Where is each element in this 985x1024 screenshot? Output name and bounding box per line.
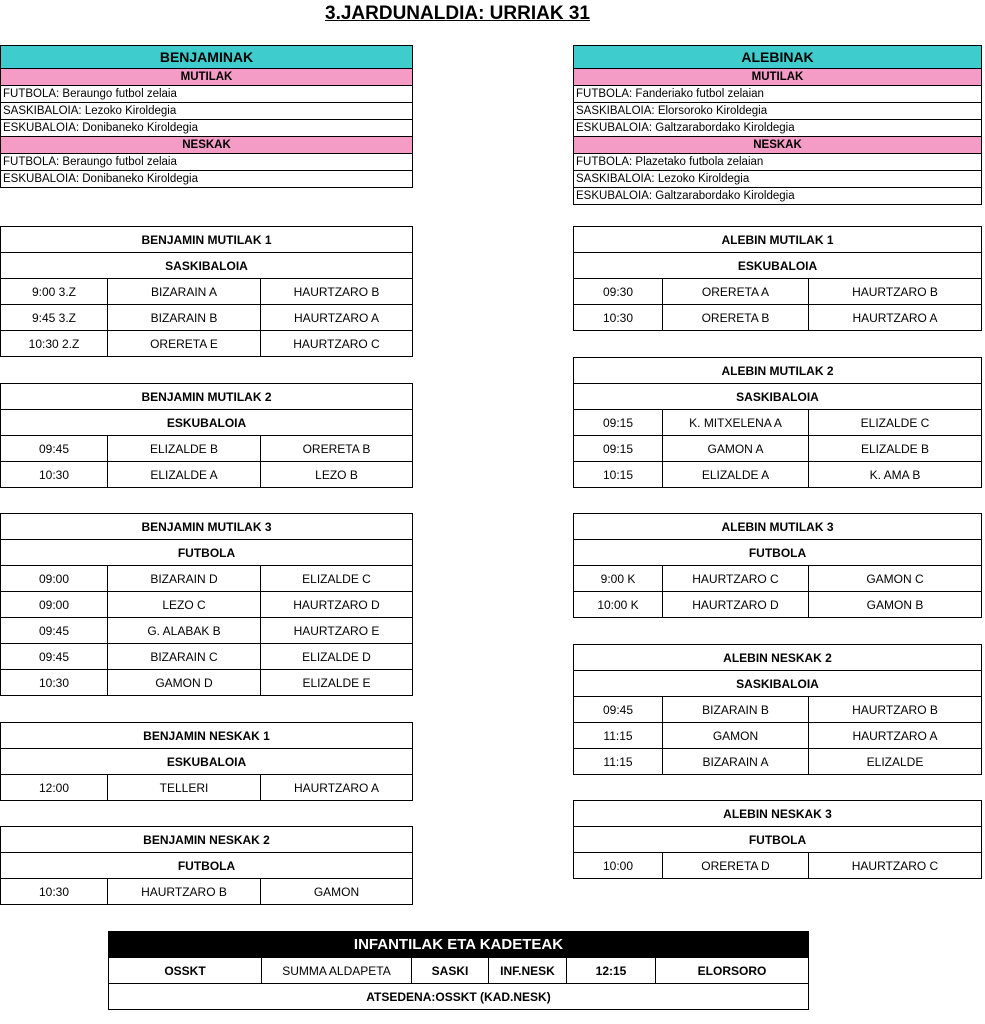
venue-line: SASKIBALOIA: Elorsoroko Kiroldegia (574, 103, 981, 120)
match-time: 09:30 (574, 279, 663, 305)
match-team-away: HAURTZARO B (261, 279, 413, 305)
group-title-row (574, 514, 982, 540)
match-team-away: SUMMA ALDAPETA (262, 958, 412, 984)
match-team-home: LEZO C (108, 592, 261, 618)
group-title: BENJAMIN NESKAK 1 (1, 723, 413, 749)
match-team-home: ELIZALDE A (108, 462, 261, 488)
match-team-home: K. MITXELENA A (663, 410, 809, 436)
group-sport-row (574, 540, 982, 566)
venue-subheader-neskak: NESKAK (574, 137, 981, 154)
venue-line: SASKIBALOIA: Lezoko Kiroldegia (1, 103, 412, 120)
group-table-benjamin-mutilak-1 (0, 226, 413, 357)
match-row (1, 331, 413, 357)
group-sport: SASKIBALOIA (574, 384, 982, 410)
group-sport: ESKUBALOIA (1, 410, 413, 436)
match-team-away: ELIZALDE (809, 749, 982, 775)
match-row (574, 697, 982, 723)
match-row (574, 305, 982, 331)
match-team-home: GAMON A (663, 436, 809, 462)
match-row (1, 592, 413, 618)
match-team-home: HAURTZARO B (108, 879, 261, 905)
match-row (1, 305, 413, 331)
match-team-away: ELIZALDE C (261, 566, 413, 592)
match-time: 9:45 3.Z (1, 305, 108, 331)
group-table-alebin-mutilak-3 (573, 513, 982, 618)
match-team-home: BIZARAIN C (108, 644, 261, 670)
match-team-away: HAURTZARO B (809, 279, 982, 305)
match-time: 10:30 2.Z (1, 331, 108, 357)
group-title: ALEBIN MUTILAK 3 (574, 514, 982, 540)
group-sport-row (1, 253, 413, 279)
group-title-row (574, 358, 982, 384)
match-team-home: HAURTZARO D (663, 592, 809, 618)
match-team-home: BIZARAIN B (108, 305, 261, 331)
match-team-away: HAURTZARO A (261, 775, 413, 801)
match-row (574, 592, 982, 618)
match-time: 12:15 (567, 958, 656, 984)
match-team-home: GAMON D (108, 670, 261, 696)
match-team-home: HAURTZARO C (663, 566, 809, 592)
venue-subheader-neskak: NESKAK (1, 137, 412, 154)
match-team-home: ELIZALDE B (108, 436, 261, 462)
venue-line: ESKUBALOIA: Galtzarabordako Kiroldegia (576, 190, 795, 202)
match-time: 10:30 (1, 462, 108, 488)
venue-line: FUTBOLA: Plazetako futbola zelaian (574, 154, 981, 171)
match-row (574, 853, 982, 879)
rest-note: ATSEDENA:OSSKT (KAD.NESK) (109, 984, 809, 1010)
group-table-benjamin-mutilak-2 (0, 383, 413, 488)
venue-line: ESKUBALOIA: Donibaneko Kiroldegia (3, 173, 198, 185)
group-table-alebin-mutilak-2 (573, 357, 982, 488)
group-title: BENJAMIN NESKAK 2 (1, 827, 413, 853)
match-team-away: GAMON C (809, 566, 982, 592)
group-title-row (574, 227, 982, 253)
match-row (1, 618, 413, 644)
match-team-away: HAURTZARO C (261, 331, 413, 357)
group-title-row (574, 645, 982, 671)
group-sport-row (574, 253, 982, 279)
match-team-home: ORERETA E (108, 331, 261, 357)
group-title-row (574, 801, 982, 827)
venue-header: BENJAMINAK (1, 46, 412, 69)
match-row (1, 879, 413, 905)
match-sport: SASKI (412, 958, 489, 984)
infantilak-title: INFANTILAK ETA KADETEAK (109, 932, 809, 958)
match-team-away: HAURTZARO A (261, 305, 413, 331)
match-time: 10:00 (574, 853, 663, 879)
match-row (574, 279, 982, 305)
group-sport: ESKUBALOIA (574, 253, 982, 279)
group-table-alebin-neskak-3 (573, 800, 982, 879)
match-row (574, 723, 982, 749)
match-time: 10:30 (1, 670, 108, 696)
match-row (574, 410, 982, 436)
group-title-row (1, 514, 413, 540)
match-row (574, 436, 982, 462)
match-row (1, 436, 413, 462)
group-sport-row (574, 384, 982, 410)
match-team-away: GAMON (261, 879, 413, 905)
match-time: 09:00 (1, 592, 108, 618)
match-team-home: ELIZALDE A (663, 462, 809, 488)
match-time: 09:45 (1, 644, 108, 670)
group-table-benjamin-neskak-2 (0, 826, 413, 905)
infantilak-table (108, 931, 809, 1010)
match-row (1, 462, 413, 488)
group-sport: FUTBOLA (1, 853, 413, 879)
venue-box-benjaminak (0, 45, 413, 188)
match-team-home: G. ALABAK B (108, 618, 261, 644)
match-team-away: HAURTZARO A (809, 305, 982, 331)
group-sport-row (1, 749, 413, 775)
group-title-row (1, 384, 413, 410)
page-title: 3.JARDUNALDIA: URRIAK 31 (325, 3, 590, 24)
group-title: ALEBIN MUTILAK 1 (574, 227, 982, 253)
group-sport: FUTBOLA (1, 540, 413, 566)
group-title-row (1, 723, 413, 749)
match-team-away: K. AMA B (809, 462, 982, 488)
match-team-away: ELIZALDE C (809, 410, 982, 436)
match-team-away: ELIZALDE E (261, 670, 413, 696)
match-team-away: HAURTZARO A (809, 723, 982, 749)
group-sport-row (1, 540, 413, 566)
match-team-away: GAMON B (809, 592, 982, 618)
venue-line: SASKIBALOIA: Lezoko Kiroldegia (574, 171, 981, 188)
match-team-home: GAMON (663, 723, 809, 749)
match-team-away: ELIZALDE D (261, 644, 413, 670)
match-row (574, 749, 982, 775)
match-row (1, 670, 413, 696)
match-time: 11:15 (574, 749, 663, 775)
match-time: 10:00 K (574, 592, 663, 618)
venue-subheader-mutilak: MUTILAK (1, 69, 412, 86)
match-time: 09:45 (574, 697, 663, 723)
group-sport-row (1, 853, 413, 879)
match-time: 09:45 (1, 618, 108, 644)
match-venue: ELORSORO (656, 958, 809, 984)
group-sport-row (574, 827, 982, 853)
match-row (1, 775, 413, 801)
group-table-alebin-neskak-2 (573, 644, 982, 775)
venue-line: FUTBOLA: Fanderiako futbol zelaian (574, 86, 981, 103)
match-row (1, 566, 413, 592)
group-sport-row (1, 410, 413, 436)
match-time: 10:15 (574, 462, 663, 488)
group-title: BENJAMIN MUTILAK 1 (1, 227, 413, 253)
group-title-row (1, 227, 413, 253)
group-title: ALEBIN MUTILAK 2 (574, 358, 982, 384)
match-team-away: HAURTZARO E (261, 618, 413, 644)
match-team-home: BIZARAIN B (663, 697, 809, 723)
group-sport-row (574, 671, 982, 697)
group-table-benjamin-mutilak-3 (0, 513, 413, 696)
match-category: INF.NESK (489, 958, 567, 984)
match-time: 9:00 K (574, 566, 663, 592)
match-time: 09:45 (1, 436, 108, 462)
match-team-home: BIZARAIN D (108, 566, 261, 592)
match-row (1, 279, 413, 305)
group-title: BENJAMIN MUTILAK 3 (1, 514, 413, 540)
match-time: 09:15 (574, 436, 663, 462)
match-team-home: ORERETA A (663, 279, 809, 305)
match-team-home: ORERETA B (663, 305, 809, 331)
match-team-home: BIZARAIN A (108, 279, 261, 305)
match-team-home: ORERETA D (663, 853, 809, 879)
match-team-away: HAURTZARO C (809, 853, 982, 879)
match-time: 10:30 (574, 305, 663, 331)
group-sport: FUTBOLA (574, 827, 982, 853)
group-title: BENJAMIN MUTILAK 2 (1, 384, 413, 410)
match-team-away: HAURTZARO B (809, 697, 982, 723)
match-time: 09:00 (1, 566, 108, 592)
match-team-home: OSSKT (109, 958, 262, 984)
match-team-away: HAURTZARO D (261, 592, 413, 618)
match-team-away: LEZO B (261, 462, 413, 488)
match-team-away: ELIZALDE B (809, 436, 982, 462)
venue-box-alebinak (573, 45, 982, 205)
match-time: 11:15 (574, 723, 663, 749)
group-sport: ESKUBALOIA (1, 749, 413, 775)
group-sport: SASKIBALOIA (574, 671, 982, 697)
match-time: 9:00 3.Z (1, 279, 108, 305)
match-team-away: ORERETA B (261, 436, 413, 462)
match-time: 09:15 (574, 410, 663, 436)
match-row (1, 644, 413, 670)
venue-line: FUTBOLA: Beraungo futbol zelaia (1, 86, 412, 103)
match-row (574, 462, 982, 488)
match-team-home: TELLERI (108, 775, 261, 801)
venue-line: ESKUBALOIA: Galtzarabordako Kiroldegia (574, 120, 981, 137)
venue-header: ALEBINAK (574, 46, 981, 69)
match-time: 12:00 (1, 775, 108, 801)
venue-subheader-mutilak: MUTILAK (574, 69, 981, 86)
group-table-alebin-mutilak-1 (573, 226, 982, 331)
venue-line: FUTBOLA: Beraungo futbol zelaia (1, 154, 412, 171)
match-team-home: BIZARAIN A (663, 749, 809, 775)
group-title-row (1, 827, 413, 853)
group-sport: FUTBOLA (574, 540, 982, 566)
group-table-benjamin-neskak-1 (0, 722, 413, 801)
group-title: ALEBIN NESKAK 2 (574, 645, 982, 671)
match-row (574, 566, 982, 592)
venue-line: ESKUBALOIA: Donibaneko Kiroldegia (1, 120, 412, 137)
group-title: ALEBIN NESKAK 3 (574, 801, 982, 827)
match-time: 10:30 (1, 879, 108, 905)
group-sport: SASKIBALOIA (1, 253, 413, 279)
